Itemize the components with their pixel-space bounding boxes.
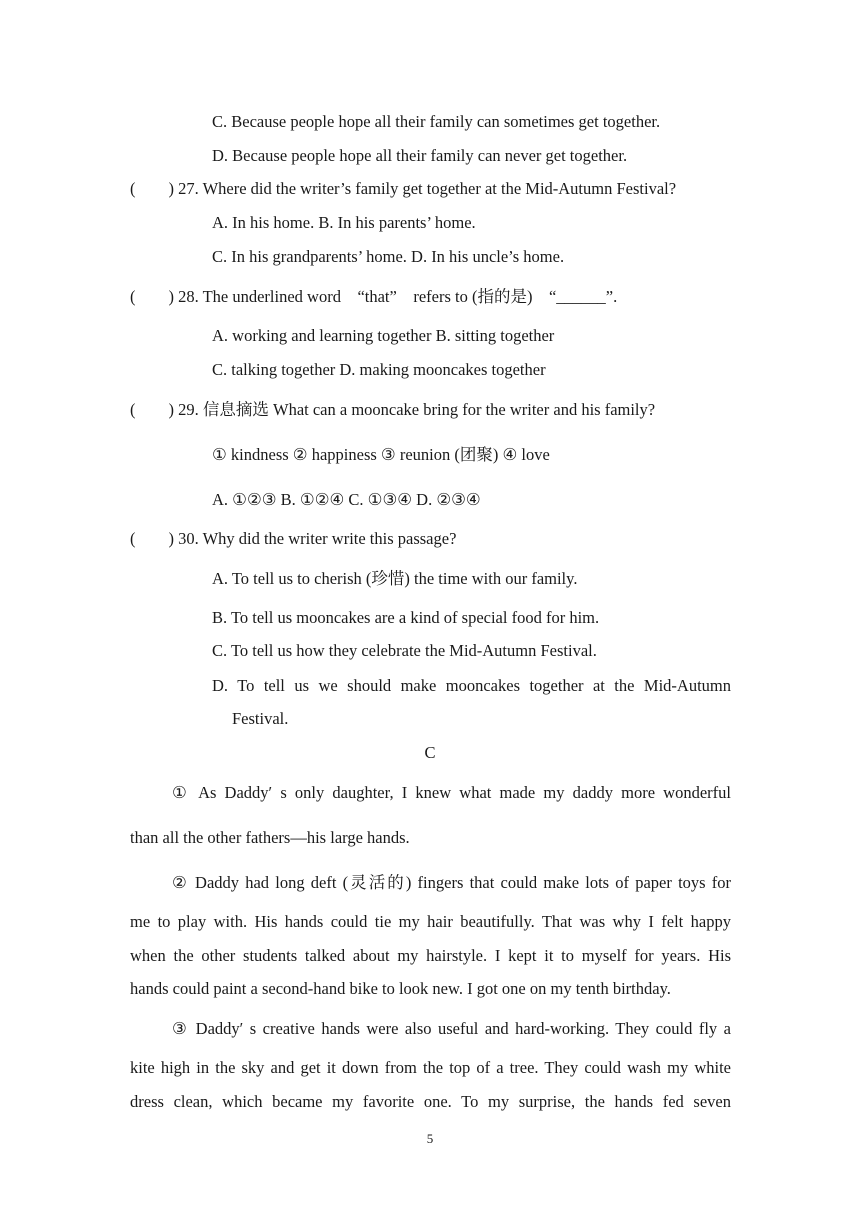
page-number: 5 — [426, 1131, 434, 1146]
q27-options-cd: C. In his grandparents’ home. D. In his uncle’s home. — [212, 247, 565, 266]
section-heading: C — [424, 743, 436, 762]
q30-option-a: A. To tell us to cherish (珍惜) the time with our family. — [212, 569, 578, 588]
q29-choices: A. ①②③ B. ①②④ C. ①③④ D. ②③④ — [212, 490, 481, 509]
passage-p2-line4: hands could paint a second-hand bike to look new. I got one on my tenth birthday. — [130, 979, 671, 998]
q29-items: ① kindness ② happiness ③ reunion (团聚) ④ love — [212, 445, 550, 464]
q26-option-c: C. Because people hope all their family can sometimes get together. — [212, 112, 661, 131]
passage-p3-line2: kite high in the sky and get it down from the top of a tree. They could wash my white — [130, 1058, 731, 1077]
q27-stem: ( ) 27. Where did the writer’s family get together at the Mid-Autumn Festival? — [130, 179, 677, 198]
passage-p3-line3: dress clean, which became my favorite one. To my surprise, the hands fed seven — [130, 1092, 731, 1111]
q27-options-ab: A. In his home. B. In his parents’ home. — [212, 213, 476, 232]
q26-option-d: D. Because people hope all their family can never get together. — [212, 146, 628, 165]
passage-p2-line1: ② Daddy had long deft (灵活的) fingers that could make lots of paper toys for — [172, 873, 731, 892]
q30-option-c: C. To tell us how they celebrate the Mid-Autumn Festival. — [212, 641, 597, 660]
q30-option-d-line2: Festival. — [232, 709, 289, 728]
passage-p2-line2: me to play with. His hands could tie my hair beautifully. That was why I felt happy — [130, 912, 731, 931]
passage-p3-line1: ③ Daddy′ s creative hands were also useful and hard-working. They could fly a — [172, 1019, 731, 1038]
q29-stem: ( ) 29. 信息摘选 What can a mooncake bring for the writer and his family? — [130, 400, 656, 419]
q28-stem: ( ) 28. The underlined word “that” refers to (指的是) “______”. — [130, 287, 618, 306]
q28-options-cd: C. talking together D. making mooncakes together — [212, 360, 546, 379]
q28-options-ab: A. working and learning together B. sitting together — [212, 326, 555, 345]
q30-stem: ( ) 30. Why did the writer write this passage? — [130, 529, 457, 548]
passage-p2-line3: when the other students talked about my hairstyle. I kept it to myself for years. His — [130, 946, 731, 965]
q30-option-b: B. To tell us mooncakes are a kind of special food for him. — [212, 608, 600, 627]
passage-p1-line1: ① As Daddy′ s only daughter, I knew what made my daddy more wonderful — [172, 783, 731, 802]
passage-p1-line2: than all the other fathers—his large hands. — [130, 828, 410, 847]
q30-option-d-line1: D. To tell us we should make mooncakes together at the Mid-Autumn — [212, 676, 731, 695]
